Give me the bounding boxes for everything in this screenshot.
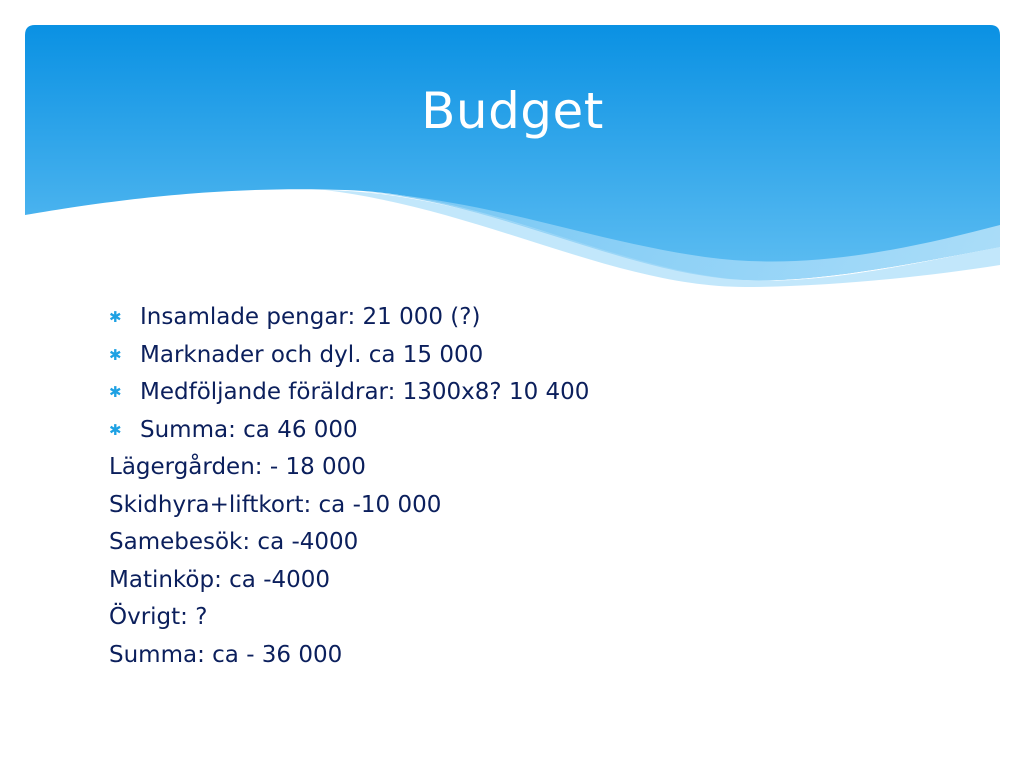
bullet-text: Summa: ca 46 000 (140, 416, 358, 443)
list-item (109, 374, 909, 412)
asterisk-bullet-icon: ✱ (109, 308, 122, 326)
header-band (25, 25, 1000, 295)
bullet-text: Marknader och dyl. ca 15 000 (140, 341, 484, 368)
bullet-text: Medföljande föräldrar: 1300x8? 10 400 (140, 379, 590, 405)
text-line: Matinköp: ca -4000 (109, 566, 331, 593)
list-item (109, 299, 909, 337)
asterisk-bullet-icon: ✱ (109, 345, 122, 364)
text-line: Skidhyra+liftkort: ca -10 000 (109, 491, 442, 518)
asterisk-bullet-icon: ✱ (109, 383, 122, 401)
text-line: Summa: ca - 36 000 (109, 641, 343, 668)
asterisk-bullet-icon: ✱ (109, 420, 122, 439)
slide-title: Budget (421, 82, 604, 140)
text-line: Samebesök: ca -4000 (109, 529, 359, 555)
list-item (109, 337, 909, 375)
slide-body (109, 299, 909, 674)
bullet-list (109, 299, 909, 449)
bullet-text: Insamlade pengar: 21 000 (?) (140, 304, 481, 330)
list-item (109, 412, 909, 450)
text-line: Lägergården: - 18 000 (109, 454, 366, 480)
text-line: Övrigt: ? (109, 604, 208, 630)
header-wave-graphic (25, 25, 1000, 295)
